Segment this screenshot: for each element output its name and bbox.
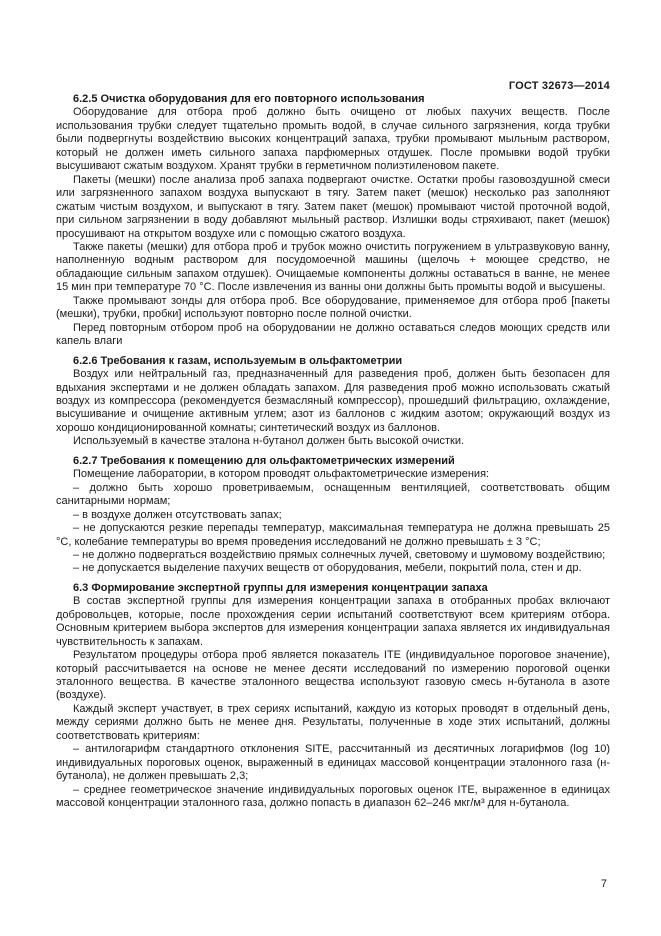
heading-6-2-6: 6.2.6 Требования к газам, используемым в ольфактометрии [73, 354, 403, 367]
paragraph: Оборудование для отбора проб должно быть очищено от любых пахучих веществ. После использования трубки следует тщательно промыть водой, в случае сильного загрязнения, когда трубки были подвергнуты воздействию высоких концентраций запаха, трубки промывают мыльным раствором, который не должен иметь сильного запаха парфюмерных отдушек. После промывки водой трубки высушивают сжатым воздухом. Хранят трубки в герметичном полиэтиленовом пакете. [56, 106, 610, 173]
paragraph: Также пакеты (мешки) для отбора проб и трубок можно очистить погружением в ультразвуковую ванну, наполненную водным раствором для посудомоечной машины (щелочь + моющее средство, не обладающие сильным запахом отдушек). Очищаемые компоненты должны оставаться в ванне, не менее 15 мин при температуре 70 °С. После извлечения из ванны они должны быть промыты водой и высушены. [56, 240, 610, 294]
heading-6-2-7: 6.2.7 Требования к помещению для ольфактометрических измерений [73, 454, 455, 467]
paragraph: Каждый эксперт участвует, в трех сериях испытаний, каждую из которых проводят в отдельный день, между сериями должно быть не менее дня. Результаты, полученные в ходе этих испытаний, должны соответствовать критериям: [56, 702, 610, 742]
list-item: – должно быть хорошо проветриваемым, оснащенным вентиляцией, соответствовать общим санитарными нормам; [56, 481, 610, 508]
list-item: – антилогарифм стандартного отклонения SITE, рассчитанный из десятичных логарифмов (log 10) индивидуальных пороговых оценок, выраженный в единицах массовой концентрации эталонного газа (н-бутанола), не должен превышать 2,3; [56, 743, 610, 783]
list-item: – в воздухе должен отсутствовать запах; [73, 508, 282, 521]
heading-6-2-5: 6.2.5 Очистка оборудования для его повторного использования [73, 93, 425, 105]
list-item: – не допускается выделение пахучих веществ от оборудования, мебели, покрытий пола, стен и др. [73, 562, 582, 575]
paragraph: В состав экспертной группы для измерения концентрации запаха в отобранных пробах включают добровольцев, которые, после прохождения серии испытаний соответствуют всем критериям отбора. Основным критерием выбора экспертов для измерения концентрации запаха является их индивидуальная чувствительность к запахам. [56, 595, 610, 648]
paragraph: Воздух или нейтральный газ, предназначенный для разведения проб, должен быть безопасен для вдыхания экспертами и не должен обладать запахом. Для разведения проб можно использовать сжатый воздух из компрессора (рекомендуется безмасляный компрессор), прошедший фильтрацию, охлаждение, высушивание и очищение активным углем; азот из баллонов с жидким азотом; окружающий воздух из хорошо кондиционированной комнаты; синтетический воздух из баллонов. [56, 368, 610, 434]
heading-6-3: 6.3 Формирование экспертной группы для измерения концентрации запаха [73, 581, 488, 594]
list-item: – среднее геометрическое значение индивидуальных пороговых оценок ITE, выраженное в единицах массовой концентрации эталонного газа, должно попасть в диапазон 62–246 мкг/м³ для н-бутанола. [56, 783, 610, 810]
paragraph: Пакеты (мешки) после анализа проб запаха подвергают очистке. Остатки пробы газовоздушной смеси или загрязненного запахом воздуха выпускают в тягу. Затем пакет (мешок) несколько раз заполняют сжатым чистым воздухом, и выпускают в тягу. Затем пакет (мешок) промывают чистой проточной водой, при сильном загрязнении в воду добавляют мыльный раствор. Излишки воды стряхивают, пакет (мешок) просушивают на открытом воздухе или с помощью сжатого воздуха. [56, 173, 610, 240]
document-number: ГОСТ 32673—2014 [508, 80, 610, 92]
paragraph: Результатом процедуры отбора проб является показатель ITE (индивидуальное пороговое значение), который рассчитывается на основе не менее десяти исследований по измерению пороговой оценки эталонного вещества. В качестве эталонного вещества используют газовую смесь н-бутанола в азоте (воздухе). [56, 649, 610, 702]
page-number: 7 [600, 878, 607, 890]
document-content [56, 93, 610, 811]
paragraph: Также промывают зонды для отбора проб. Все оборудование, применяемое для отбора проб [пакеты (мешки), трубки, пробки] используют повторно после полной очистки. [56, 294, 610, 321]
list-item: – не допускаются резкие перепады температур, максимальная температура не должна превышать 25 °С, колебание температуры во время проведения исследований не должно превышать ± 3 °С; [56, 522, 610, 548]
paragraph: Перед повторным отбором проб на оборудовании не должно оставаться следов моющих средств или капель влаги [56, 321, 610, 348]
paragraph: Помещение лаборатории, в котором проводят ольфактометрические измерения: [73, 468, 490, 481]
list-item: – не должно подвергаться воздействию прямых солнечных лучей, световому и шумовому воздействию; [73, 548, 606, 561]
paragraph: Используемый в качестве эталона н-бутанол должен быть высокой очистки. [73, 435, 465, 448]
